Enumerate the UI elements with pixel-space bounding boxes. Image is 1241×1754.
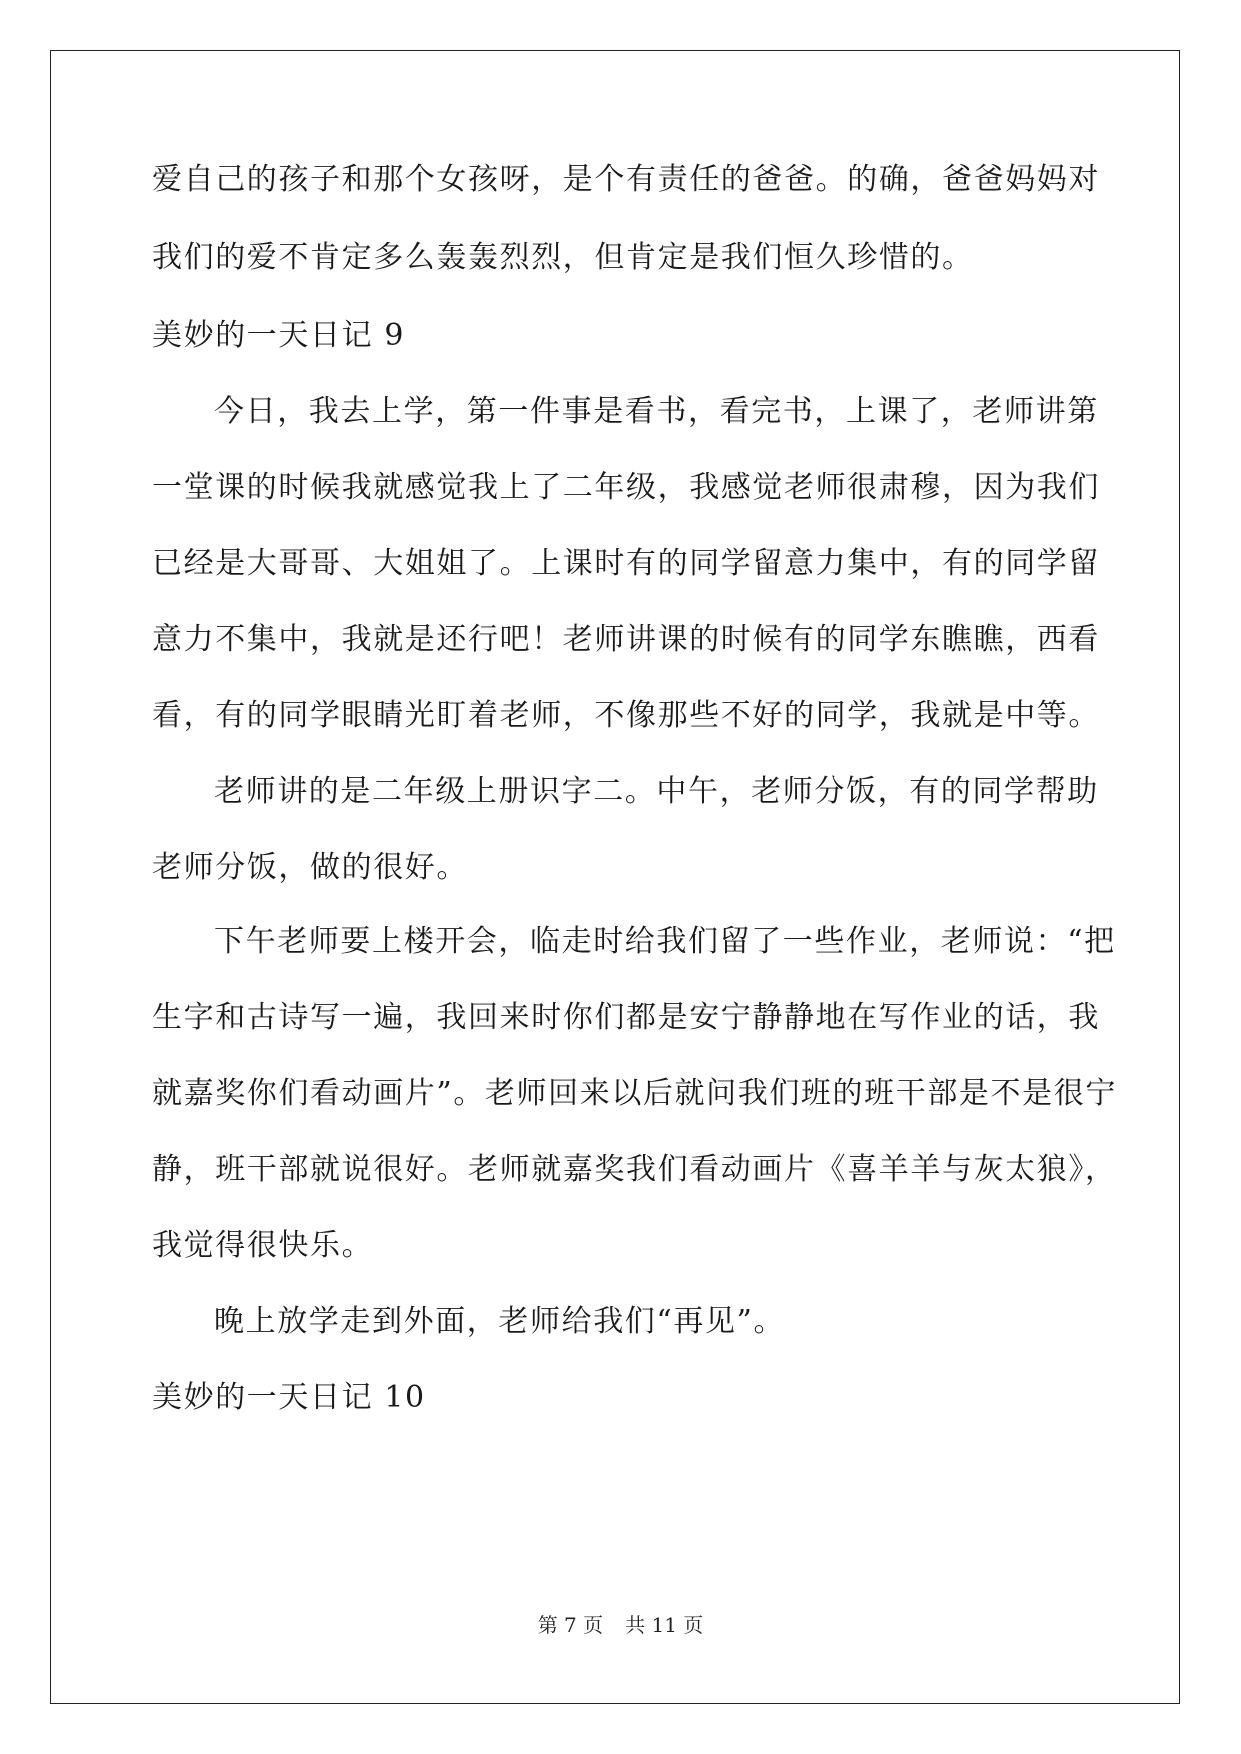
paragraph-line: 晚上放学走到外面，老师给我们“再见”。 bbox=[214, 1304, 786, 1339]
section-heading: 美妙的一天日记 9 bbox=[152, 318, 406, 353]
page-footer bbox=[0, 1611, 1241, 1639]
paragraph-line: 生字和古诗写一遍，我回来时你们都是安宁静静地在写作业的话，我 bbox=[152, 1000, 1100, 1035]
paragraph-line: 我们的爱不肯定多么轰轰烈烈，但肯定是我们恒久珍惜的。 bbox=[152, 240, 974, 275]
paragraph-line: 意力不集中，我就是还行吧！老师讲课的时候有的同学东瞧瞧，西看 bbox=[152, 622, 1100, 657]
paragraph-line: 老师讲的是二年级上册识字二。中午，老师分饭，有的同学帮助 bbox=[214, 774, 1099, 809]
paragraph-line: 静，班干部就说很好。老师就嘉奖我们看动画片《喜羊羊与灰太狼》， bbox=[152, 1152, 1117, 1187]
paragraph-line: 今日，我去上学，第一件事是看书，看完书，上课了，老师讲第 bbox=[214, 394, 1099, 429]
paragraph-line: 就嘉奖你们看动画片”。老师回来以后就问我们班的班干部是不是很宁 bbox=[152, 1076, 1117, 1111]
paragraph-line: 爱自己的孩子和那个女孩呀，是个有责任的爸爸。的确，爸爸妈妈对 bbox=[152, 162, 1100, 197]
paragraph-line: 一堂课的时候我就感觉我上了二年级，我感觉老师很肃穆，因为我们 bbox=[152, 470, 1100, 505]
paragraph-line: 我觉得很快乐。 bbox=[152, 1228, 374, 1263]
page-total: 共 11 页 bbox=[625, 1613, 704, 1637]
paragraph-line: 老师分饭，做的很好。 bbox=[152, 850, 468, 885]
paragraph-line: 已经是大哥哥、大姐姐了。上课时有的同学留意力集中，有的同学留 bbox=[152, 546, 1100, 581]
paragraph-line: 看，有的同学眼睛光盯着老师，不像那些不好的同学，我就是中等。 bbox=[152, 698, 1100, 733]
section-heading: 美妙的一天日记 10 bbox=[152, 1380, 426, 1415]
page-number: 第 7 页 bbox=[537, 1613, 604, 1637]
paragraph-line: 下午老师要上楼开会，临走时给我们留了一些作业，老师说：“把 bbox=[214, 924, 1116, 959]
